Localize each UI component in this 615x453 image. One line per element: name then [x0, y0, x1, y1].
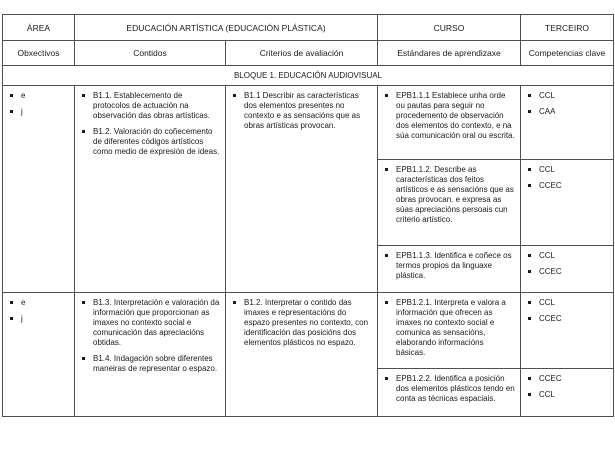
criterio-item: B1.1 Describir as características dos elementos presentes no contexto e as sensacións que as obras artísticas provocan. [232, 91, 372, 131]
estandar-cell [378, 160, 521, 246]
obxectivo-item: j [9, 314, 69, 324]
competencia-item: CCL [527, 390, 608, 400]
subject-title: EDUCACIÓN ARTÍSTICA (EDUCACIÓN PLÁSTICA) [75, 15, 378, 41]
curso-label: CURSO [378, 15, 521, 41]
competencia-item: CCEC [527, 181, 608, 191]
competencia-item: CCL [527, 298, 608, 308]
area-label: ÁREA [3, 15, 75, 41]
col-header-obxectivos: Obxectivos [3, 41, 75, 66]
block-title: BLOQUE 1. EDUCACIÓN AUDIOVISUAL [3, 66, 614, 86]
competencias-cell [521, 293, 614, 369]
contidos-cell [75, 86, 226, 293]
contido-item: B1.1. Establecemento de protocolos de actuación na observación das obras artísticas. [81, 91, 220, 121]
obxectivo-item: e [9, 298, 69, 308]
contidos-cell [75, 293, 226, 417]
block-title-row [3, 66, 614, 86]
estandar-item: EPB1.1.3. Identifica e coñece os termos propios da linguaxe plástica. [384, 251, 515, 281]
contidos-list [81, 91, 220, 157]
criterio-item: B1.2. Interpretar o contido das imaxes e representacións do espazo presentes no contexto, con identificación das posicións dos elementos plásticos no espazo. [232, 298, 372, 348]
competencia-item: CAA [527, 107, 608, 117]
competencias-cell [521, 86, 614, 160]
table-row [3, 293, 614, 369]
contido-item: B1.3. Interpretación e valoración da información que proporcionan as imaxes no contexto social e comunicación das apreciacións obtidas. [81, 298, 220, 348]
competencia-item: CCEC [527, 374, 608, 384]
curso-value: TERCEIRO [521, 15, 614, 41]
competencias-cell [521, 160, 614, 246]
estandar-cell [378, 369, 521, 417]
obxectivos-cell [3, 293, 75, 417]
criterios-list [232, 91, 372, 131]
competencia-item: CCL [527, 165, 608, 175]
criterios-cell [226, 86, 378, 293]
obxectivos-list [9, 298, 69, 324]
obxectivos-list [9, 91, 69, 117]
contido-item: B1.2. Valoración do coñecemento de diferentes códigos artísticos como medio de expresión de ideas. [81, 127, 220, 157]
obxectivos-cell [3, 86, 75, 293]
table-row [3, 86, 614, 160]
col-header-contidos: Contidos [75, 41, 226, 66]
estandar-item: EPB1.1.1 Establece unha orde ou pautas para seguir no procedemento de observación dos elementos do contexto, e na súa comunicación oral ou escrita. [384, 91, 515, 141]
criterios-list [232, 298, 372, 348]
estandar-cell [378, 246, 521, 293]
col-header-criterios: Criterios de avaliación [226, 41, 378, 66]
header-row-area [3, 15, 614, 41]
competencia-item: CCEC [527, 267, 608, 277]
competencia-item: CCL [527, 251, 608, 261]
competencia-item: CCEC [527, 314, 608, 324]
header-row-columns [3, 41, 614, 66]
obxectivo-item: j [9, 107, 69, 117]
estandar-cell [378, 293, 521, 369]
criterios-cell [226, 293, 378, 417]
contido-item: B1.4. Indagación sobre diferentes maneiras de representar o espazo. [81, 354, 220, 374]
competencias-cell [521, 369, 614, 417]
col-header-competencias: Competencias clave [521, 41, 614, 66]
competencia-item: CCL [527, 91, 608, 101]
estandar-item: EPB1.2.1. Interpreta e valora a información que ofrecen as imaxes no contexto social e comunica as sensacións, elaborando informacións básicas. [384, 298, 515, 358]
contidos-list [81, 298, 220, 374]
col-header-estandares: Estándares de aprendizaxe [378, 41, 521, 66]
competencias-cell [521, 246, 614, 293]
estandar-item: EPB1.2.2. Identifica a posición dos elementos plásticos tendo en conta as técnicas espaciais. [384, 374, 515, 404]
estandar-cell [378, 86, 521, 160]
estandar-item: EPB1.1.2. Describe as características dos feitos artísticos e as sensacións que as obras provocan. e expresa as súas apreciacións persoais cun criterio artístico. [384, 165, 515, 225]
obxectivo-item: e [9, 91, 69, 101]
curriculum-table [2, 14, 614, 417]
